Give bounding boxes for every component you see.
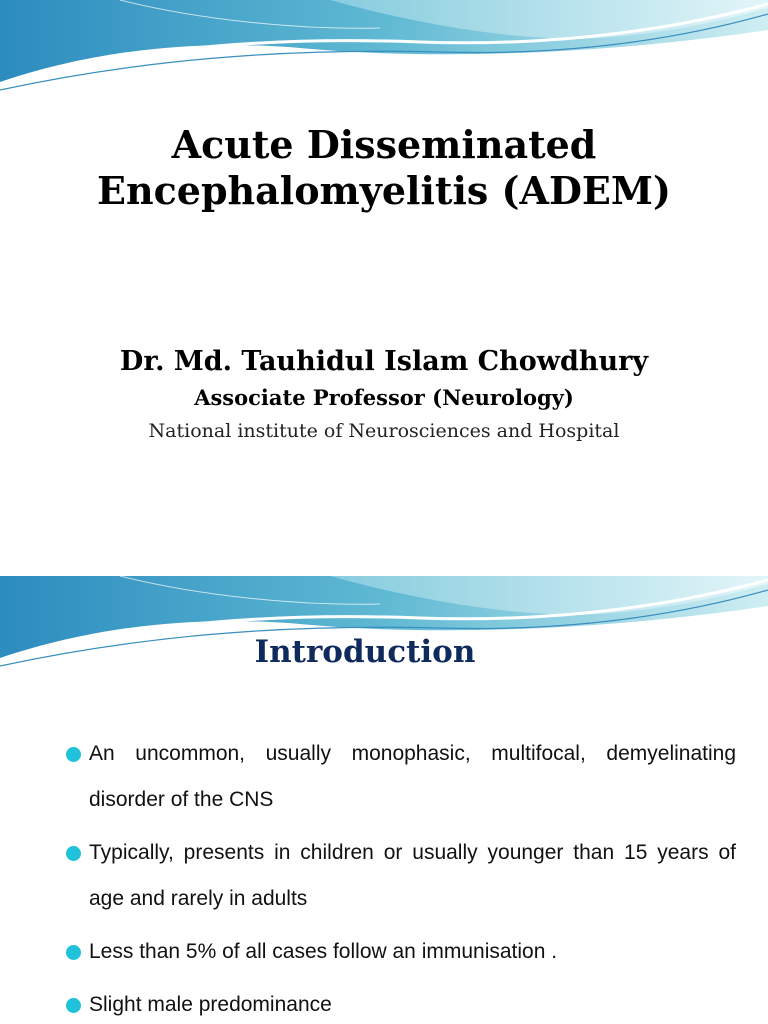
author-institution: National institute of Neurosciences and Hospital [148,420,620,442]
author-name: Dr. Md. Tauhidul Islam Chowdhury [119,346,649,377]
decorative-wave-banner [0,0,768,100]
bullet-dot-icon [66,747,81,762]
bullet-text: An uncommon, usually monophasic, multifocal, demyelinating disorder of the CNS [89,742,736,811]
presentation-title [0,122,768,214]
slide-heading: Introduction [254,634,476,670]
list-item [64,830,736,922]
bullet-dot-icon [66,945,81,960]
title-line-1: Acute Disseminated [171,122,597,167]
bullet-list [64,731,736,1024]
list-item [64,929,736,975]
list-item [64,982,736,1024]
title-line-2: Encephalomyelitis (ADEM) [97,168,671,213]
introduction-slide [0,576,768,1024]
list-item [64,731,736,823]
author-role: Associate Professor (Neurology) [194,385,574,410]
bullet-text: Slight male predominance [89,993,332,1016]
bullet-text: Less than 5% of all cases follow an immunisation . [89,940,558,963]
bullet-text: Typically, presents in children or usually younger than 15 years of age and rarely in adults [89,841,736,910]
bullet-dot-icon [66,998,81,1013]
bullet-dot-icon [66,846,81,861]
